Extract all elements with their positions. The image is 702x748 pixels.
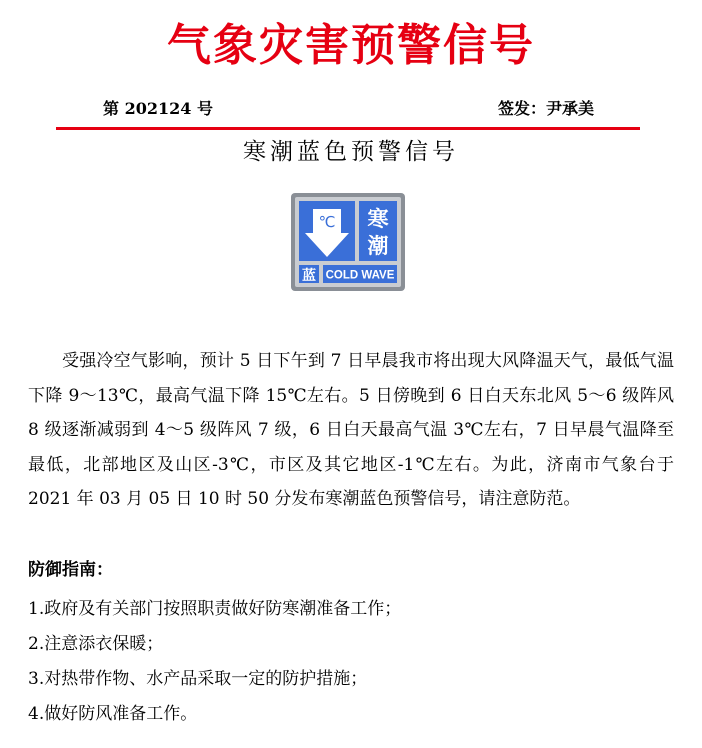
defense-guide-list — [28, 592, 674, 732]
list-item: 1.政府及有关部门按照职责做好防寒潮准备工作； — [28, 599, 402, 619]
english-label: COLD WAVE — [325, 269, 395, 282]
alert-body-paragraph: 受强冷空气影响，预计 5 日下午到 7 日早晨我市将出现大风降温天气，最低气温下降 9～13℃，最高气温下降 15℃左右。5 日傍晚到 6 日白天东北风 5～6 级阵风 8 级逐渐减弱到 4～5 级阵风 7 级，6 日白天最高气温 3℃左右，7 日早晨气温降至最低，北部地区及山区-3℃，市区及其它地区-1℃左右。为此，济南市气象台于 2021 年 03 月 05 日 10 时 50 分发布寒潮蓝色预警信号，请注意防范。 — [28, 351, 674, 509]
issue-number: 第 202124 号 — [103, 99, 213, 118]
list-item: 2.注意添衣保暖； — [28, 634, 164, 654]
cold-glyph: 寒 — [367, 207, 389, 231]
tide-glyph: 潮 — [367, 234, 389, 258]
list-item: 3.对热带作物、水产品采取一定的防护措施； — [28, 669, 368, 689]
signer: 签发：尹承美 — [498, 99, 595, 118]
celsius-symbol: ℃ — [318, 213, 336, 231]
page-title: 气象灾害预警信号 — [167, 20, 535, 71]
document-title: 寒潮蓝色预警信号 — [243, 139, 459, 165]
red-divider — [56, 127, 640, 130]
defense-guide-heading: 防御指南： — [28, 560, 113, 580]
cold-wave-blue-signal-icon — [291, 193, 405, 291]
list-item: 4.做好防风准备工作。 — [28, 704, 198, 724]
level-label: 蓝 — [302, 268, 316, 284]
